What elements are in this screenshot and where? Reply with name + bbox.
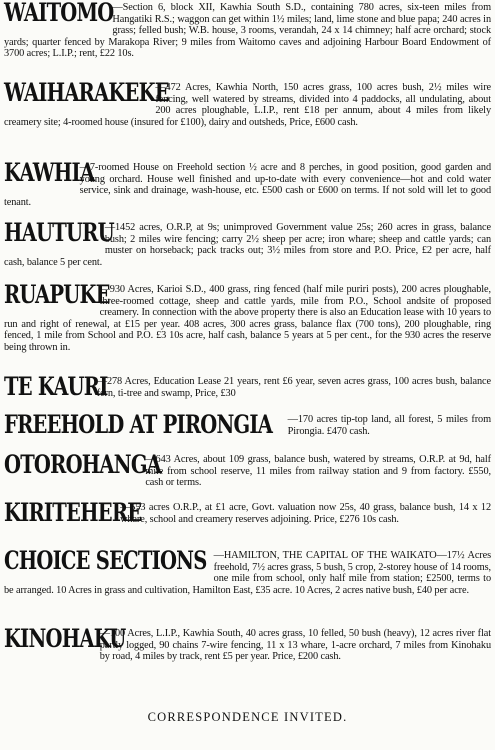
listing-waitomo (4, 2, 491, 60)
listing-waiharakeke (4, 78, 491, 128)
listing-body: —553 acres O.R.P., at £1 acre, Govt. valuation now 25s, 40 grass, balance bush, 14 x 12 whare, school and creamery reserves adjoining. Price, £276 10s cash. (120, 502, 491, 525)
listing-heading: FREEHOLD AT PIRONGIA (4, 410, 273, 439)
listing-heading: RUAPUKE (4, 280, 110, 309)
listing-body: —170 acres tip-top land, all forest, 5 miles from Pirongia. £470 cash. (287, 414, 491, 437)
listing-heading: CHOICE SECTIONS (4, 546, 207, 575)
footer-text: CORRESPONDENCE INVITED. (147, 710, 348, 724)
listing-hauturu (4, 218, 491, 268)
listing-heading: WAIHARAKEKE (4, 78, 169, 107)
listing-body: —643 Acres, about 109 grass, balance bush, watered by streams, O.R.P. at 9d, half mile from school reserve, 11 miles from railway station and 9 from factory. £550, cash or terms. (145, 454, 491, 489)
listing-body: —472 Acres, Kawhia North, 150 acres grass, 100 acres bush, 2½ miles wire fencing, well watered by streams, divided into 4 paddocks, all undulating, about 200 acres ploughable, L.I.P., rent £18 per annum, about 4 miles from likely creamery site; 4-roomed house (insured for £100), dairy and outsheds, Price, £600 cash. (4, 82, 491, 128)
listing-heading: KAWHIA (4, 158, 95, 187)
listing-body: —Section 6, block XII, Kawhia South S.D., containing 780 acres, six-teen miles from Hangatiki R.S.; waggon can get within 1½ miles; land, lime stone and blue papa; 240 acres in grass; felled bush; W.B. house, 3 rooms, verandah, 24 x 14 chimney; half acre orchard; stock yards; quarter fenced by Marakopa River; 9 miles from Waitomo caves and adjoining Harbour Board Endowment of 3700 acres; L.I.P.; rent, £22 10s. (4, 2, 491, 60)
listing-heading: OTOROHANGA (4, 450, 162, 479)
listing-choice-sections (4, 546, 491, 596)
listing-kawhia (4, 158, 491, 208)
listing-body: —1452 acres, O.R.P, at 9s; unimproved Government value 25s; 260 acres in grass, balance bush; 2 miles wire fencing; carry 2½ sheep per acre; iron whare; sheep and cattle yards; can muster on horseback; pack tracks out; 3½ miles from store and P.O. Price, £2 per acre, half cash, balance 5 per cent. (4, 222, 491, 268)
listing-body: —930 Acres, Karioi S.D., 400 grass, ring fenced (half mile puriri posts), 200 acres ploughable, three-roomed cottage, sheep and cattle yards, mile from P.O., School andsite of proposed creamery. In connection with the above property there is also an Education lease with 10 years to run and right of renewal, at £15 per year. 408 acres, 300 acres grass, balance flax (700 tons), 200 ploughable, ring fenced, 1 mile from School and P.O. £3 10s acre, half cash, balance 5 years at 5 per cent., for the 930 acres the reserve being thrown in. (4, 284, 491, 353)
listing-te-kauri (4, 372, 491, 401)
listing-heading: KINOHAKU (4, 624, 126, 653)
listing-heading: HAUTURU (4, 218, 114, 247)
listing-freehold-at-pirongia (4, 410, 491, 439)
listing-body: —HAMILTON, THE CAPITAL OF THE WAIKATO—17½ Acres freehold, 7½ acres grass, 5 bush, 5 crop, 2-storey house of 14 rooms, one mile from school, only half mile from station; £2500, terms to be arranged. 10 Acres in grass and cultivation, Hamilton East, £35 acre. 10 Acres, 2 acres native bush, £40 per acre. (4, 550, 491, 596)
listing-heading: WAITOMO (4, 0, 114, 27)
listing-body: —7-roomed House on Freehold section ½ acre and 8 perches, in good position, good garden and young orchard. House well finished and up-to-date with every convenience—hot and cold water service, sink and drainage, wash-house, etc. £500 cash or £600 on terms. If not sold will let to good tenant. (4, 162, 491, 208)
listing-heading: TE KAURI (4, 372, 108, 401)
listing-otorohanga (4, 450, 491, 489)
listing-heading: KIRITEHERE (4, 498, 142, 527)
listing-ruapuke (4, 280, 491, 354)
listing-body: —278 Acres, Education Lease 21 years, rent £6 year, seven acres grass, 100 acres bush, balance fern, ti-tree and swamp, Price, £30 (96, 376, 491, 399)
listing-kiritehere (4, 498, 491, 527)
listing-body: —100 Acres, L.I.P., Kawhia South, 40 acres grass, 10 felled, 50 bush (heavy), 12 acres river flat partly logged, 90 chains 7-wire fencing, 11 x 13 whare, 1-acre orchard, 7 miles from Kinohaku by road, 4 miles by track, rent £5 per year. Price, £200 cash. (99, 628, 491, 663)
listing-kinohaku (4, 624, 491, 663)
